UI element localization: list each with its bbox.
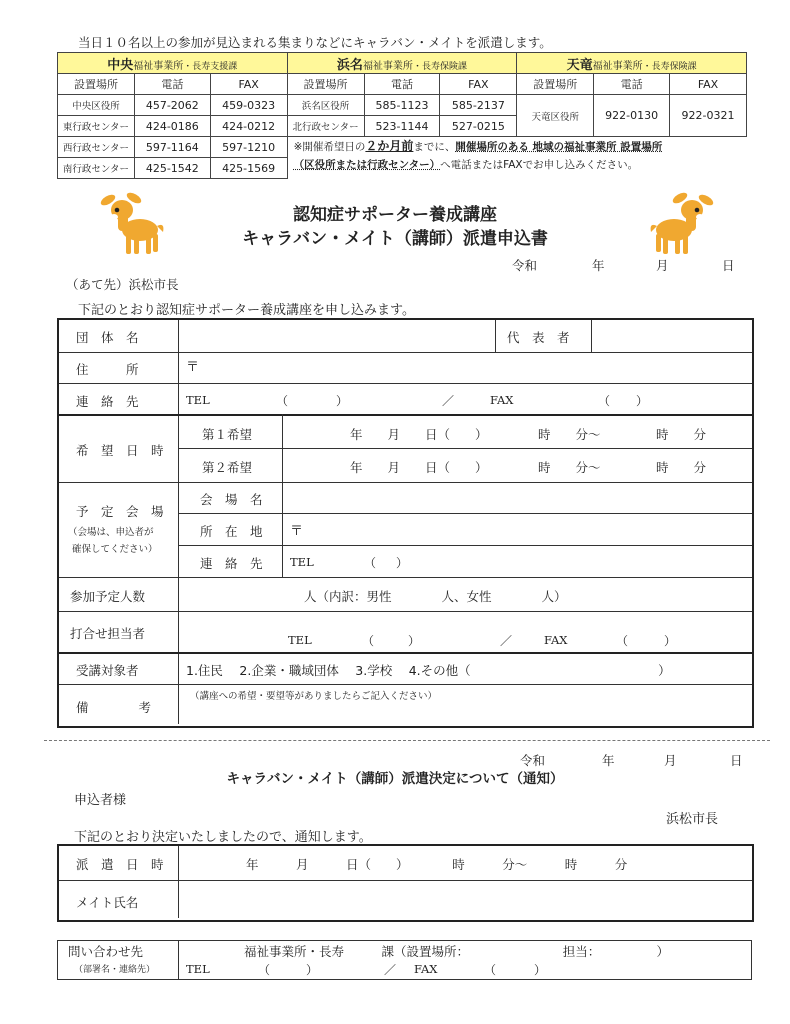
label-target: 受講対象者 xyxy=(76,663,139,678)
label-contact: 連 絡 先 xyxy=(76,394,139,409)
label-group-name: 団 体 名 xyxy=(76,330,139,345)
lead-text: 下記のとおり認知症サポーター養成講座を申し込みます。 xyxy=(78,303,415,318)
inquiry-sub: （部署名・連絡先） xyxy=(74,965,156,975)
notice-title: キャラバン・メイト（講師）派遣決定について（通知） xyxy=(226,771,564,787)
venue-contact-field[interactable] xyxy=(312,548,512,574)
label-wish-1: 第１希望 xyxy=(202,427,253,442)
wish-2-to[interactable]: 時 分 xyxy=(656,460,707,475)
wish-1-to[interactable]: 時 分 xyxy=(656,427,707,442)
inquiry-line1: 福祉事業所・長寿 課（設置場所： 担当： ） xyxy=(244,944,670,959)
label-mate-name: メイト氏名 xyxy=(76,895,139,910)
table-row: 南行政センター 425-1542 425-1569 xyxy=(58,158,747,179)
office-note-1: ※開催希望日の２か月前までに、開催場所のある 地域の福祉事業所 設置場所 xyxy=(293,139,663,153)
notice-lead: 下記のとおり決定いたしましたので、通知します。 xyxy=(74,830,372,845)
table-row: 中央区役所 457-2062 459-0323 浜名区役所 585-1123 585-2137 天竜区役所 922-0130 922-0321 xyxy=(58,95,747,116)
office-header-hamana: 浜名福祉事業所・長寿保険課 xyxy=(287,53,517,74)
address-field[interactable] xyxy=(204,355,744,381)
label-remarks: 備 考 xyxy=(76,700,152,715)
target-options[interactable]: 1.住民 2.企業・職域団体 3.学校 4.その他（ ） xyxy=(186,663,671,678)
label-wish-2: 第２希望 xyxy=(202,460,253,475)
venue-location-field[interactable] xyxy=(308,516,746,542)
wish-2-date[interactable]: 年 月 日（ ） xyxy=(350,460,488,475)
date-year: 年 xyxy=(592,258,605,273)
office-note-2: （区役所または行政センター）へ電話またはFAXでお申し込みください。 xyxy=(293,159,639,171)
label-dispatch-date: 派 遣 日 時 xyxy=(76,857,164,872)
table-row: 西行政センター 597-1164 597-1210 ※開催希望日の２か月前までに、開催場所のある 地域の福祉事業所 設置場所 （区役所または行政センター）へ電話またはFAXでお申し込みください。 xyxy=(58,137,747,158)
date-day: 日 xyxy=(722,258,735,273)
venue-name-field[interactable] xyxy=(288,485,746,511)
office-header-chuo: 中央福祉事業所・長寿支援課 xyxy=(58,53,288,74)
meeting-person-field[interactable] xyxy=(184,614,744,649)
address-postal-mark: 〒 xyxy=(186,360,200,375)
wish-1-from[interactable]: 時 分～ xyxy=(538,427,601,442)
office-header-tenryu: 天竜福祉事業所・長寿保険課 xyxy=(517,53,747,74)
wish-2-from[interactable]: 時 分～ xyxy=(538,460,601,475)
headcount-field[interactable]: 人（内訳：男性 人、女性 人） xyxy=(304,589,567,604)
label-venue-contact: 連 絡 先 xyxy=(200,556,263,571)
title-sub: キャラバン・メイト（講師）派遣申込書 xyxy=(242,229,548,249)
label-venue: 予 定 会 場 xyxy=(76,504,164,519)
venue-note-2: 確保してください） xyxy=(72,544,158,555)
dispatch-date-value: 年 月 日（ ） 時 分～ 時 分 xyxy=(246,857,628,872)
contact-tel-fax-field[interactable] xyxy=(210,386,740,412)
mate-name-field xyxy=(184,884,744,914)
label-address: 住 所 xyxy=(76,362,139,377)
date-era: 令和 xyxy=(512,258,538,273)
remarks-field[interactable] xyxy=(184,702,744,722)
label-wish-datetime: 希 望 日 時 xyxy=(76,443,164,458)
label-venue-name: 会 場 名 xyxy=(200,492,263,507)
venue-note-1: （会場は、申込者が xyxy=(68,527,154,538)
office-table: 中央福祉事業所・長寿支援課 浜名福祉事業所・長寿保険課 天竜福祉事業所・長寿保険課 設置場所 電話 FAX 設置場所 電話 FAX 設置場所 電話 FAX 中央区役所 457-2062 459-0323 浜名区役所 585-1123 585-2137 天竜区役所 922-0130 922-0321 東行政センター 424-0186 424-0212 北行政センター 523-1144 527-0215 西行政センター 597-1164 597-1210 ※開催希望日の２か月前までに、開催場所のある 地域の福祉事業所 設置場所 （区役所または行政センター）へ電話またはFAXでお申し込みください。 南行政センター 425-1542 425-1569 xyxy=(57,52,747,179)
remarks-note: （講座への希望・要望等がありましたらご記入ください） xyxy=(190,691,438,702)
notice-to: 申込者様 xyxy=(74,793,127,808)
intro-text: 当日１０名以上の参加が見込まれる集まりなどにキャラバン・メイトを派遣します。 xyxy=(78,35,552,50)
date-month: 月 xyxy=(656,258,669,273)
representative-field[interactable] xyxy=(596,322,746,350)
inquiry-label: 問い合わせ先 xyxy=(68,944,144,959)
wish-1-date[interactable]: 年 月 日（ ） xyxy=(350,427,488,442)
addressee: （あて先）浜松市長 xyxy=(66,277,179,292)
label-venue-location: 所 在 地 xyxy=(200,524,263,539)
group-name-field[interactable] xyxy=(184,322,490,350)
label-representative: 代 表 者 xyxy=(507,330,570,345)
cut-line xyxy=(44,740,770,741)
label-meeting-person: 打合せ担当者 xyxy=(70,626,146,641)
notice-from: 浜松市長 xyxy=(666,812,719,827)
label-headcount: 参加予定人数 xyxy=(70,589,146,604)
venue-postal-mark: 〒 xyxy=(290,524,304,539)
title-main: 認知症サポーター養成講座 xyxy=(293,205,497,225)
table-row: 東行政センター 424-0186 424-0212 北行政センター 523-1144 527-0215 xyxy=(58,116,747,137)
